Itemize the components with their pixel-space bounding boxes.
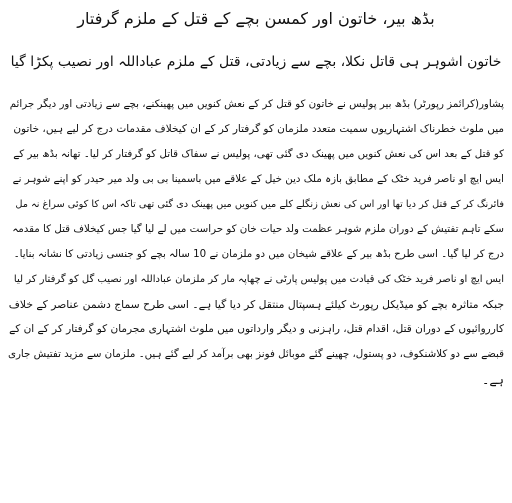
body-line: درج کر لیا گیا۔ اسی طرح بڈھ بیر کے علاقے شیخان میں دو ملزمان نے 10 سالہ بچے کو جنسی زیادتی کا نشانہ بنایا۔ — [13, 248, 504, 260]
headline: بڈھ بیر، خاتون اور کمسن بچے کے قتل کے ملزم گرفتار — [77, 9, 435, 28]
body-line: میں ملوث خطرناک اشتہاریوں سمیت متعدد ملزمان کو گرفتار کر کے ان کیخلاف مقدمات درج کر لیے ہیں، خاتون — [13, 123, 504, 135]
subheadline: خاتون اشوہر ہی قاتل نکلا، بچے سے زیادتی، قتل کے ملزم عباداللہ اور نصیب پکڑا گیا — [10, 54, 502, 70]
body-line-last: ہے۔ — [482, 372, 504, 387]
body-line: کارروائیوں کے دوران قتل، اقدام قتل، راہزنی و دیگر وارداتوں میں ملوث اشتہاری مجرمان کو گرفتار کر کے ان کے — [9, 323, 504, 335]
body-line: فائرنگ کر کے قتل کر دیا تھا اور اس کی نعش زنگلے کلے میں کنویں میں پھینک دی گئی تھی تاکہ اس کا کوئی سراغ نہ مل — [15, 199, 504, 210]
body-line: پشاور(کرائمز رپورٹر) بڈھ بیر پولیس نے خاتون کو قتل کر کے نعش کنویں میں پھینکنے، بچے سے زیادتی اور دیگر جرائم — [9, 98, 504, 110]
article-body — [8, 92, 504, 392]
body-line: ایس ایچ او ناصر فرید خٹک کے مطابق بازہ ملک دین خیل کے علاقے میں باسمینا بی بی ولد میر حیدر کو اپنے شوہر نے — [12, 173, 504, 185]
body-line: کو قتل کے بعد اس کی نعش کنویں میں پھینک دی گئی تھی، پولیس نے سفاک قاتل کو گرفتار کر لیا۔ تھانہ بڈھ بیر کے — [13, 148, 504, 160]
body-line: سکے تاہم تفتیش کے دوران ملزم شوہر عظمت ولد حیات خان کو حراست میں لے لیا گیا جس کیخلاف قتل کا مقدمہ — [12, 223, 504, 235]
body-line: جبکہ متاثرہ بچے کو میڈیکل رپورٹ کیلئے ہسپتال منتقل کر دیا گیا ہے۔ اسی طرح سماج دشمن عناصر کے خلاف — [8, 298, 504, 311]
body-line: ایس ایچ او ناصر فرید خٹک کی قیادت میں پولیس پارٹی نے چھاپہ مار کر ملزمان عباداللہ اور نصیب گل کو گرفتار کر لیا — [13, 274, 504, 285]
body-line: قبضے سے دو کلاشنکوف، دو پستول، چھینے گئے موبائل فونز بھی برآمد کر لیے گئے ہیں۔ ملزمان سے مزید تفتیش جاری — [8, 348, 504, 360]
